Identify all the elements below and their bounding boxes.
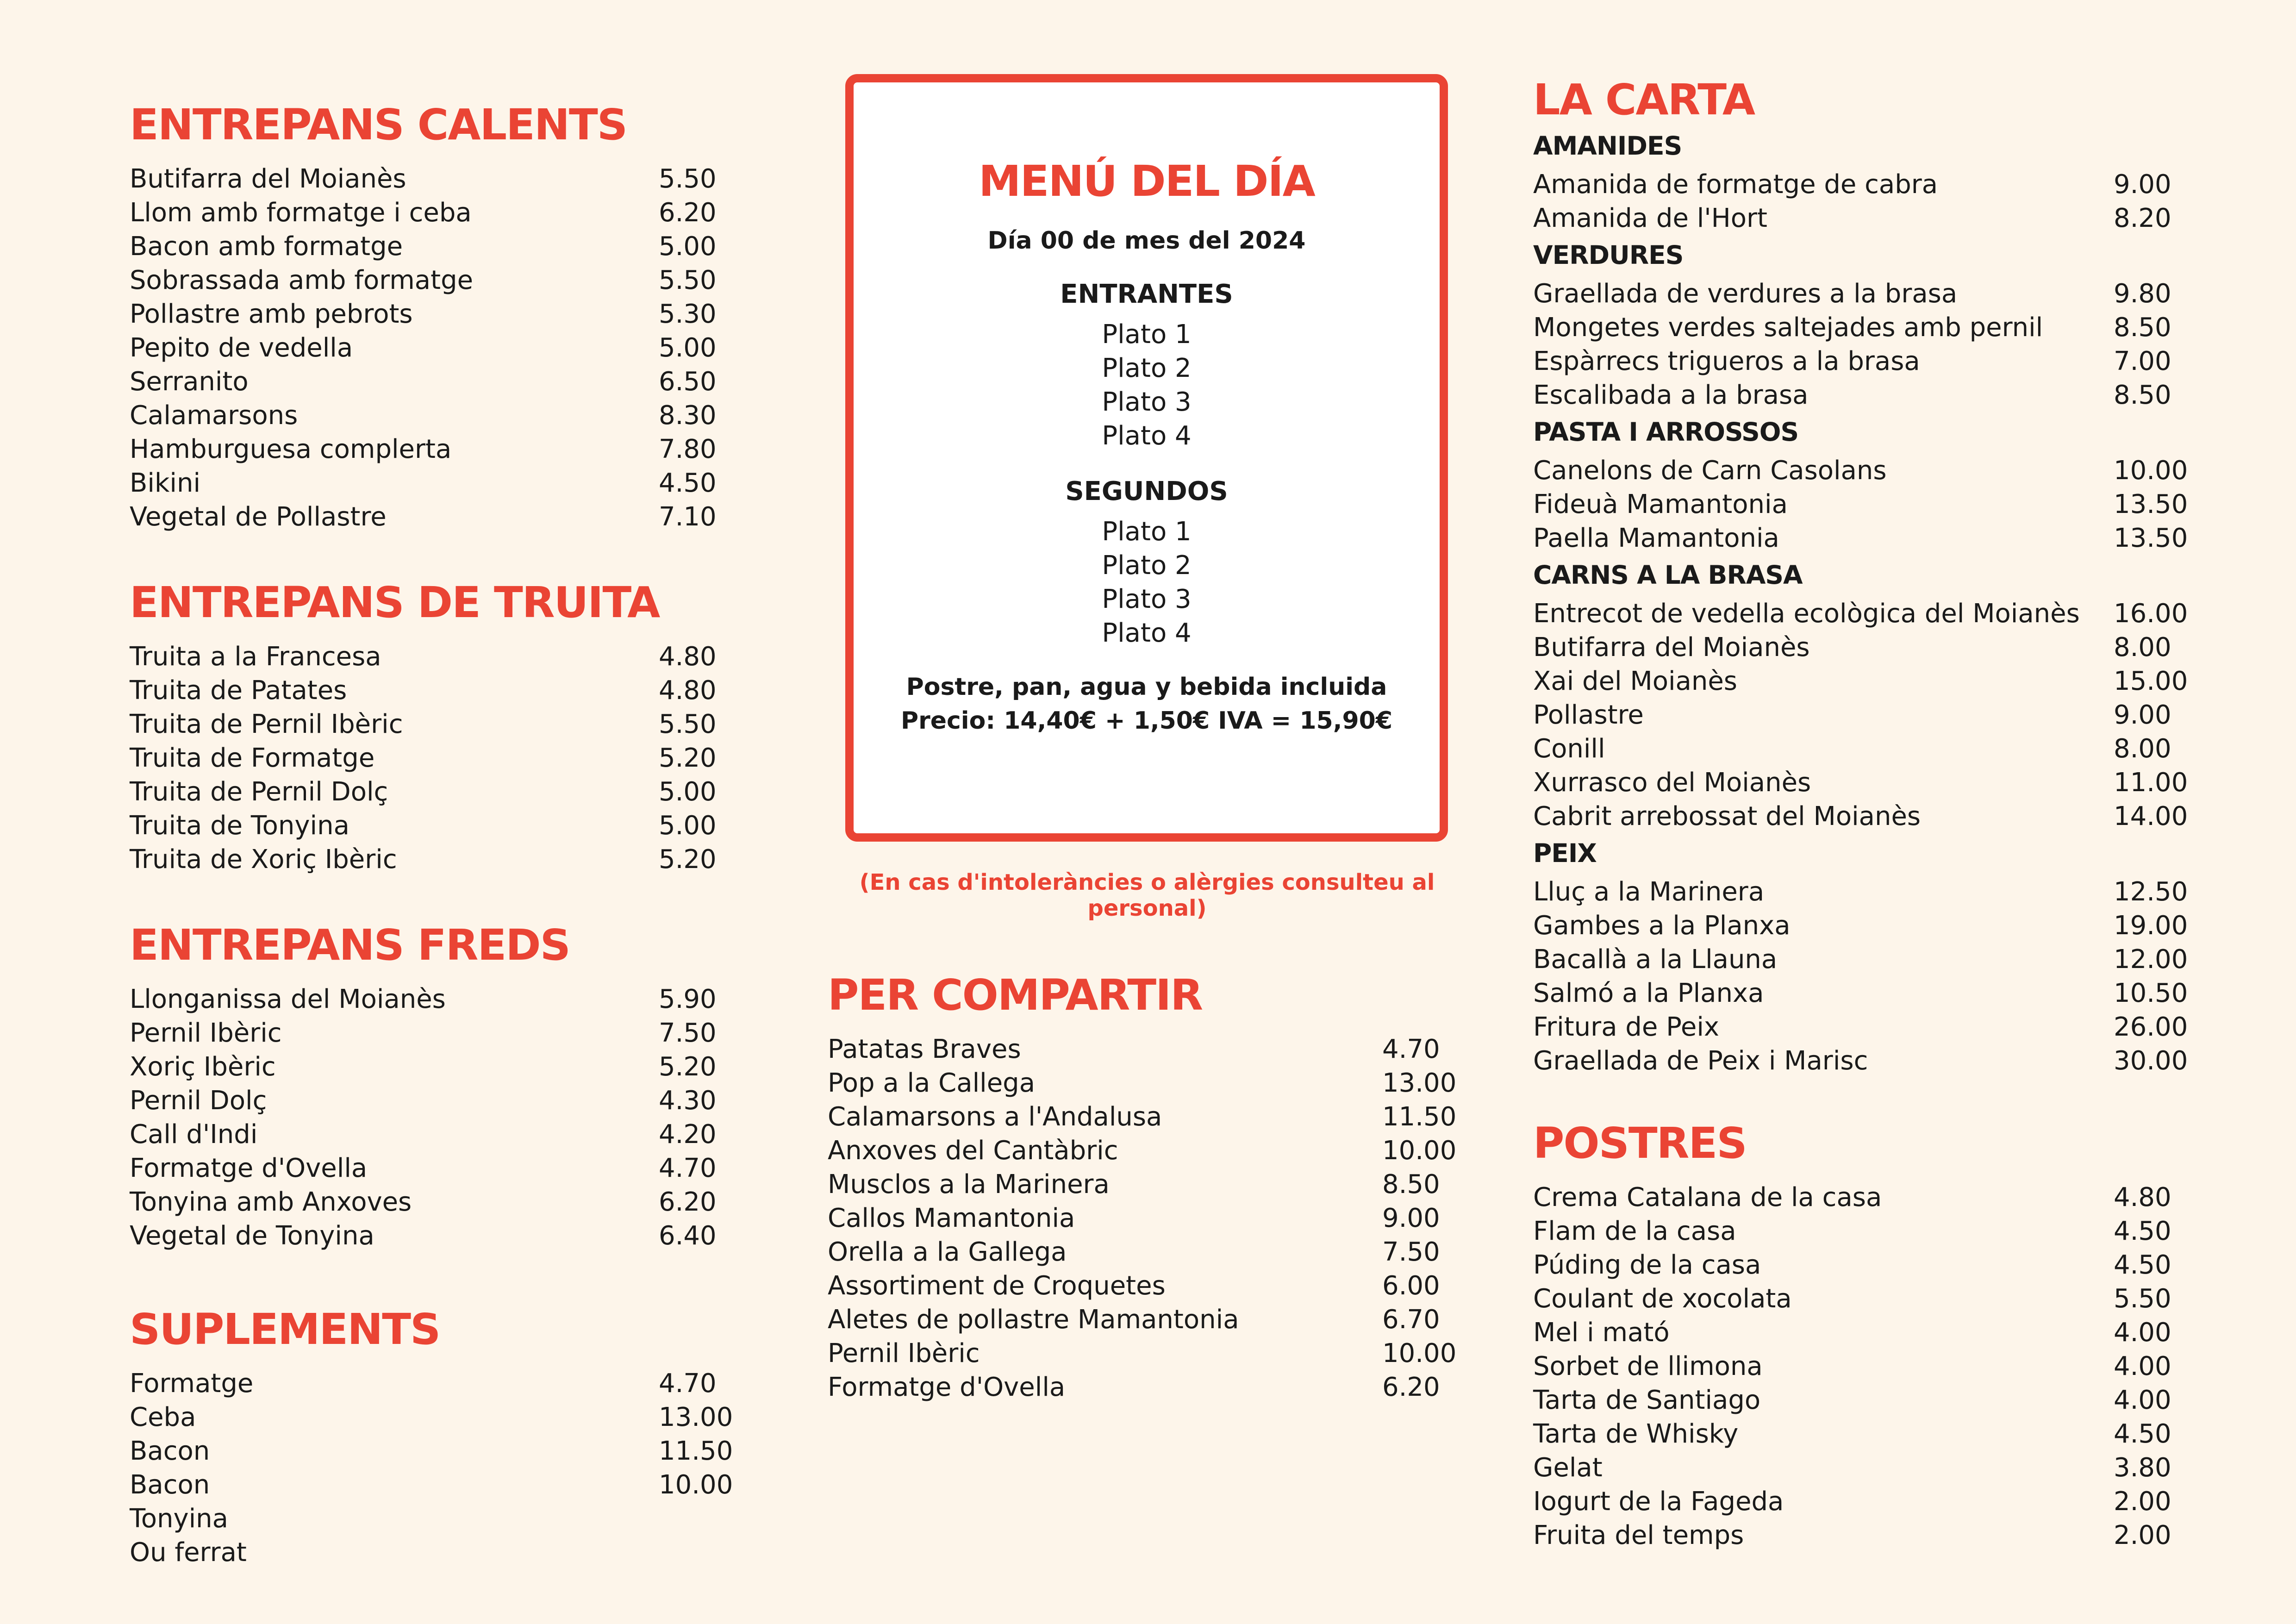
item-name: Call d'Indi [130,1119,258,1149]
item-name: Pernil Ibèric [828,1338,980,1368]
menu-item [130,365,722,399]
item-name: Púding de la casa [1533,1250,1761,1280]
menu-item [130,809,722,843]
menu-item [1533,201,2200,235]
item-price: 4.70 [659,1153,717,1183]
menu-item [130,500,722,534]
item-name: Salmó a la Planxa [1533,978,1764,1008]
item-price: 10.50 [2114,978,2188,1008]
section-suplements [130,1305,733,1569]
item-name: Mongetes verdes saltejades amb pernil [1533,312,2043,343]
item-name: Bikini [130,468,201,498]
item-price: 5.30 [659,299,717,329]
item-name: Aletes de pollastre Mamantonia [828,1305,1239,1335]
item-name: Vegetal de Tonyina [130,1221,374,1251]
item-price: 6.50 [659,367,717,397]
item-price: 4.50 [659,468,717,498]
menu-item [828,1337,1466,1370]
item-price: 5.50 [2114,1284,2171,1314]
menu-del-dia-box [845,74,1448,842]
entrantes-list [854,318,1440,453]
menu-item [130,1367,722,1400]
menu-item [130,1468,733,1502]
item-name: Calamarsons [130,400,298,431]
item-price: 8.50 [2114,380,2171,410]
item-name: Fideuà Mamantonia [1533,489,1788,519]
item-name: Crema Catalana de la casa [1533,1182,1882,1212]
menu-item [130,982,722,1016]
item-price: 9.00 [2114,700,2171,730]
item-price: 7.80 [659,434,717,464]
menu-item [130,1502,722,1536]
item-name: Fritura de Peix [1533,1012,1720,1042]
item-name: Lluç a la Marinera [1533,877,1765,907]
menu-item [130,1185,722,1219]
menu-item [130,331,722,365]
menu-item [828,1235,1466,1269]
item-list [130,1367,733,1569]
item-price: 13.50 [2114,489,2188,519]
plate-item: Plato 4 [1102,421,1192,451]
item-name: Pernil Dolç [130,1086,267,1116]
menu-del-dia-title: MENÚ DEL DÍA [979,156,1315,206]
item-price: 2.00 [2114,1520,2171,1550]
item-price: 11.50 [659,1436,733,1466]
item-price: 5.20 [659,743,717,773]
menu-item [130,263,722,297]
section-title: POSTRES [1533,1118,1747,1168]
menu-item [1533,766,2200,800]
section-entrepans-calents [130,100,722,534]
menu-item [130,1400,733,1434]
item-price: 11.00 [2114,768,2188,798]
menu-item [1533,909,2200,943]
menu-item [828,1032,1466,1066]
item-price: 14.00 [2114,801,2188,831]
item-name: Canelons de Carn Casolans [1533,456,1887,486]
section-title: PER COMPARTIR [828,970,1203,1020]
item-name: Formatge [130,1368,254,1399]
item-name: Truita de Xoriç Ibèric [130,844,397,874]
item-list [1533,1181,2200,1552]
section-title: ENTREPANS DE TRUITA [130,578,660,627]
menu-item [130,297,722,331]
item-price: 4.30 [659,1086,717,1116]
item-price: 4.80 [659,642,717,672]
carta-group-list [1533,597,2200,833]
item-price: 4.00 [2114,1318,2171,1348]
entrantes-title: ENTRANTES [1060,279,1233,309]
item-name: Anxoves del Cantàbric [828,1136,1118,1166]
item-name: Vegetal de Pollastre [130,502,387,532]
section-entrepans-freds [130,920,722,1253]
item-list [828,1032,1466,1404]
menu-item [130,741,722,775]
item-name: Cabrit arrebossat del Moianès [1533,801,1921,831]
item-name: Flam de la casa [1533,1216,1736,1246]
item-price: 10.00 [1382,1136,1457,1166]
item-name: Iogurt de la Fageda [1533,1487,1784,1517]
item-list [130,640,722,876]
menu-item [130,1434,733,1468]
menu-item [130,775,722,809]
item-name: Truita de Pernil Dolç [130,777,388,807]
menu-date: Día 00 de mes del 2024 [987,227,1306,255]
item-name: Ou ferrat [130,1537,247,1568]
menu-includes: Postre, pan, agua y bebida incluida [906,673,1387,701]
item-price: 3.80 [2114,1453,2171,1483]
item-price: 5.50 [659,164,717,194]
menu-item [1533,344,2200,378]
menu-item [1533,1451,2200,1485]
item-name: Pop a la Callega [828,1068,1036,1098]
menu-item [1533,597,2200,631]
item-name: Serranito [130,367,249,397]
item-price: 8.20 [2114,203,2171,233]
item-price: 9.80 [2114,279,2171,309]
item-price: 12.50 [2114,877,2188,907]
menu-item [1533,976,2200,1010]
menu-item [1533,943,2200,976]
item-price: 6.70 [1382,1305,1440,1335]
item-name: Xurrasco del Moianès [1533,768,1811,798]
item-name: Gelat [1533,1453,1603,1483]
section-la-carta [1533,75,2200,1078]
item-price: 8.30 [659,400,717,431]
item-price: 13.00 [1382,1068,1457,1098]
item-name: Calamarsons a l'Andalusa [828,1102,1162,1132]
item-name: Formatge d'Ovella [130,1153,368,1183]
item-name: Butifarra del Moianès [1533,632,1810,662]
item-name: Truita de Patates [130,675,347,706]
item-name: Bacallà a la Llauna [1533,944,1778,974]
item-name: Amanida de formatge de cabra [1533,169,1938,200]
menu-item [828,1269,1466,1303]
item-name: Conill [1533,734,1605,764]
item-price: 10.00 [1382,1338,1457,1368]
menu-item [130,1151,722,1185]
plate-item: Plato 3 [1102,387,1192,417]
carta-groups [1533,130,2200,1078]
item-price: 5.00 [659,333,717,363]
menu-item [1533,698,2200,732]
item-price: 8.00 [2114,632,2171,662]
menu-item [1533,521,2200,555]
item-price: 4.00 [2114,1351,2171,1381]
menu-item [1533,454,2200,487]
item-name: Entrecot de vedella ecològica del Moianès [1533,599,2080,629]
carta-group-list [1533,277,2200,412]
menu-item [828,1134,1466,1168]
item-price: 15.00 [2114,666,2188,696]
item-price: 10.00 [2114,456,2188,486]
item-price: 9.00 [2114,169,2171,200]
item-name: Llom amb formatge i ceba [130,198,472,228]
item-price: 8.00 [2114,734,2171,764]
menu-item [1533,1044,2200,1078]
menu-item [1533,1010,2200,1044]
item-price: 7.10 [659,502,717,532]
item-price: 4.70 [1382,1034,1440,1064]
plate-item: Plato 1 [1102,319,1192,350]
item-name: Pepito de vedella [130,333,353,363]
item-name: Truita de Formatge [130,743,375,773]
menu-item [828,1168,1466,1201]
item-price: 5.20 [659,1052,717,1082]
item-name: Espàrrecs trigueros a la brasa [1533,346,1920,376]
menu-item [1533,168,2200,201]
item-name: Sobrassada amb formatge [130,265,474,295]
menu-item [1533,631,2200,664]
item-name: Pernil Ibèric [130,1018,282,1048]
menu-item [1533,487,2200,521]
menu-item [1533,1214,2200,1248]
carta-group-list [1533,875,2200,1078]
menu-item [130,1118,722,1151]
menu-item [1533,1282,2200,1316]
carta-group-title: PEIX [1533,838,1597,868]
menu-item [130,432,722,466]
item-price: 5.20 [659,844,717,874]
item-price: 30.00 [2114,1046,2188,1076]
plate-item: Plato 4 [1102,618,1192,648]
allergy-note: (En cas d'intoleràncies o alèrgies consulteu al personal) [859,869,1435,921]
item-price: 5.50 [659,709,717,739]
menu-price: Precio: 14,40€ + 1,50€ IVA = 15,90€ [900,707,1393,735]
item-name: Graellada de verdures a la brasa [1533,279,1958,309]
menu-item [130,162,722,196]
item-list [130,162,722,534]
menu-item [130,399,722,432]
item-price: 4.80 [2114,1182,2171,1212]
menu-item [828,1370,1466,1404]
item-price: 8.50 [1382,1169,1440,1199]
item-price: 19.00 [2114,911,2188,941]
item-price: 7.00 [2114,346,2171,376]
item-price: 26.00 [2114,1012,2188,1042]
item-list [130,982,722,1253]
item-price: 6.40 [659,1221,717,1251]
item-name: Llonganissa del Moianès [130,984,446,1014]
menu-item [1533,1349,2200,1383]
menu-item [130,707,722,741]
item-name: Tonyina [130,1504,228,1534]
menu-item [1533,732,2200,766]
section-per-compartir [828,970,1466,1404]
carta-group-list [1533,168,2200,235]
item-name: Truita de Tonyina [130,811,349,841]
section-entrepans-truita [130,578,722,876]
menu-item [828,1201,1466,1235]
carta-group-title: PASTA I ARROSSOS [1533,417,1799,447]
item-price: 4.50 [2114,1419,2171,1449]
plate-item: Plato 2 [1102,550,1192,581]
section-title: SUPLEMENTS [130,1305,440,1354]
item-name: Patatas Braves [828,1034,1021,1064]
item-name: Pollastre [1533,700,1644,730]
menu-item [1533,875,2200,909]
menu-item [130,1219,722,1253]
section-title: LA CARTA [1533,75,1755,125]
item-name: Hamburguesa complerta [130,434,452,464]
item-name: Truita a la Francesa [130,642,381,672]
item-price: 2.00 [2114,1487,2171,1517]
section-title: ENTREPANS FREDS [130,920,570,970]
section-postres [1533,1118,2200,1552]
item-name: Tonyina amb Anxoves [130,1187,412,1217]
item-name: Xai del Moianès [1533,666,1737,696]
menu-item [130,1536,722,1569]
menu-item [130,640,722,674]
section-title: ENTREPANS CALENTS [130,100,627,150]
item-name: Gambes a la Planxa [1533,911,1791,941]
menu-item [828,1100,1466,1134]
item-price: 6.20 [659,198,717,228]
item-name: Pollastre amb pebrots [130,299,413,329]
menu-item [1533,378,2200,412]
item-price: 4.00 [2114,1385,2171,1415]
item-name: Amanida de l'Hort [1533,203,1767,233]
menu-item [828,1303,1466,1337]
menu-item [828,1066,1466,1100]
item-name: Sorbet de llimona [1533,1351,1763,1381]
menu-item [1533,1485,2200,1518]
item-price: 5.00 [659,811,717,841]
menu-item [1533,311,2200,344]
menu-item [130,843,722,876]
menu-item [1533,1518,2200,1552]
menu-item [130,230,722,263]
menu-item [1533,664,2200,698]
item-price: 13.00 [659,1402,733,1432]
segundos-list [854,515,1440,650]
item-price: 5.00 [659,777,717,807]
menu-item [1533,1181,2200,1214]
item-price: 8.50 [2114,312,2171,343]
item-name: Bacon [130,1470,210,1500]
menu-footer [854,670,1440,738]
item-price: 5.50 [659,265,717,295]
item-price: 4.70 [659,1368,717,1399]
item-name: Coulant de xocolata [1533,1284,1792,1314]
carta-group-list [1533,454,2200,555]
plate-item: Plato 1 [1102,517,1192,547]
menu-item [1533,1316,2200,1349]
carta-group-title: AMANIDES [1533,131,1682,161]
item-name: Callos Mamantonia [828,1203,1075,1233]
menu-item [130,1016,722,1050]
item-name: Escalibada a la brasa [1533,380,1809,410]
item-price: 6.00 [1382,1271,1440,1301]
item-price: 10.00 [659,1470,733,1500]
menu-item [1533,277,2200,311]
item-price: 7.50 [1382,1237,1440,1267]
item-price: 4.50 [2114,1216,2171,1246]
item-price: 9.00 [1382,1203,1440,1233]
item-name: Paella Mamantonia [1533,523,1779,553]
item-name: Assortiment de Croquetes [828,1271,1166,1301]
menu-item [130,196,722,230]
item-name: Tarta de Santiago [1533,1385,1761,1415]
item-name: Musclos a la Marinera [828,1169,1110,1199]
item-name: Butifarra del Moianès [130,164,406,194]
item-name: Formatge d'Ovella [828,1372,1066,1402]
item-price: 7.50 [659,1018,717,1048]
item-name: Graellada de Peix i Marisc [1533,1046,1868,1076]
item-name: Orella a la Gallega [828,1237,1067,1267]
item-price: 11.50 [1382,1102,1457,1132]
item-price: 12.00 [2114,944,2188,974]
segundos-title: SEGUNDOS [1065,476,1228,506]
item-price: 4.50 [2114,1250,2171,1280]
item-name: Fruita del temps [1533,1520,1744,1550]
menu-item [1533,1417,2200,1451]
item-name: Mel i mató [1533,1318,1670,1348]
menu-item [130,466,722,500]
item-name: Ceba [130,1402,196,1432]
item-name: Truita de Pernil Ibèric [130,709,403,739]
item-price: 5.00 [659,231,717,262]
menu-item [130,1084,722,1118]
plate-item: Plato 2 [1102,353,1192,383]
menu-item [130,674,722,707]
item-name: Bacon amb formatge [130,231,403,262]
plate-item: Plato 3 [1102,584,1192,614]
menu-item [1533,1383,2200,1417]
item-name: Bacon [130,1436,210,1466]
item-price: 4.80 [659,675,717,706]
carta-group-title: VERDURES [1533,240,1684,270]
item-price: 5.90 [659,984,717,1014]
item-name: Tarta de Whisky [1533,1419,1739,1449]
item-price: 16.00 [2114,599,2188,629]
item-price: 6.20 [659,1187,717,1217]
menu-item [1533,1248,2200,1282]
menu-item [130,1050,722,1084]
item-price: 6.20 [1382,1372,1440,1402]
item-name: Xoriç Ibèric [130,1052,276,1082]
item-price: 4.20 [659,1119,717,1149]
item-price: 13.50 [2114,523,2188,553]
carta-group-title: CARNS A LA BRASA [1533,560,1803,590]
menu-item [1533,800,2200,833]
